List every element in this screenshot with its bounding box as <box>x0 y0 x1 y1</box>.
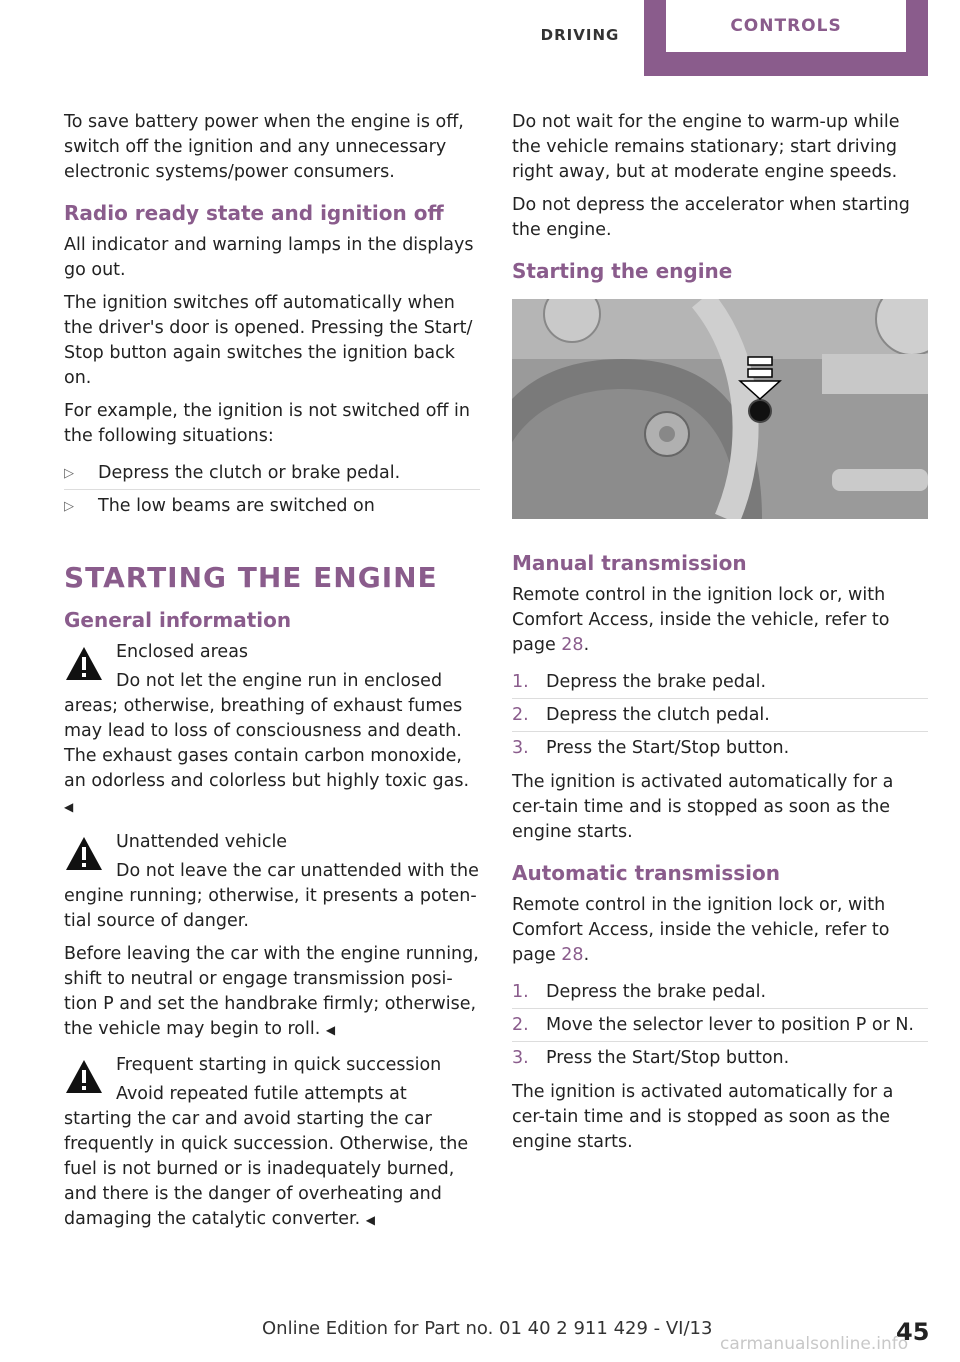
manual-steps <box>512 666 928 764</box>
warmup-paragraph: Do not wait for the engine to warm-up while the vehicle remains stationary; start driving right away, but at moderate engine speeds. <box>512 112 900 182</box>
list-item: 3. Press the Start/Stop button. <box>512 1048 790 1068</box>
warning-title: Frequent starting in quick succession <box>116 1055 442 1075</box>
warning-text: Avoid repeated futile attempts at starting the car and avoid starting the car frequently in quick succession. Otherwise, the fuel is not burned or is inadequately burned, and there is the danger of overheating and damaging the catalytic converter. ◀ <box>64 1084 469 1229</box>
end-marker-icon: ◀ <box>365 1213 376 1227</box>
list-item: 2. Depress the clutch pedal. <box>512 699 928 732</box>
radio-paragraph-1: All indicator and warning lamps in the displays go out. <box>64 235 474 280</box>
page-link[interactable]: 28 <box>561 945 584 965</box>
warning-frequent-starting <box>64 1053 480 1233</box>
situations-list <box>64 457 480 522</box>
end-marker-icon: ◀ <box>64 800 74 814</box>
chapter-tab <box>644 0 928 76</box>
section-label: DRIVING <box>540 26 620 44</box>
start-stop-button-photo <box>512 299 928 519</box>
warning-unattended-vehicle <box>64 830 480 1043</box>
warning-enclosed-areas <box>64 640 480 820</box>
automatic-transmission-heading: Automatic transmission <box>512 861 780 885</box>
warning-icon <box>64 644 104 684</box>
manual-transmission-heading: Manual transmission <box>512 551 747 575</box>
list-item: 1. Depress the brake pedal. <box>512 666 928 699</box>
list-item: 2. Move the selector lever to position P or N. <box>512 1009 928 1042</box>
left-column <box>64 110 480 1243</box>
auto-after-paragraph: The ignition is activated automatically for a cer-tain time and is stopped as soon as the engine starts. <box>512 1082 894 1152</box>
chapter-label: CONTROLS <box>666 0 906 52</box>
warning-icon <box>64 834 104 874</box>
triangle-bullet-icon: ▷ <box>64 499 74 514</box>
warning-title: Enclosed areas <box>116 642 249 662</box>
edition-text: Online Edition for Part no. 01 40 2 911 429 - VI/13 <box>262 1318 713 1339</box>
auto-steps <box>512 976 928 1074</box>
starting-engine-heading: Starting the engine <box>512 259 733 283</box>
warning-title: Unattended vehicle <box>116 832 288 852</box>
radio-paragraph-2: The ignition switches off automatically when the driver's door is opened. Pressing the Start/ Stop button again switches the ignition back on. <box>64 293 473 388</box>
radio-ready-heading: Radio ready state and ignition off <box>64 201 444 225</box>
general-info-heading: General information <box>64 608 292 632</box>
warning-icon <box>64 1057 104 1097</box>
triangle-bullet-icon: ▷ <box>64 466 74 481</box>
warning-text: Do not leave the car unattended with the engine running; otherwise, it presents a poten-tial source of danger. <box>64 861 479 931</box>
warning-text-2: Before leaving the car with the engine running, shift to neutral or engage transmission posi-tion P and set the handbrake firmly; otherwise, the vehicle may begin to roll. ◀ <box>64 944 479 1039</box>
intro-paragraph: To save battery power when the engine is off, switch off the ignition and any unnecessary electronic systems/power consumers. <box>64 112 464 182</box>
page-link[interactable]: 28 <box>561 635 584 655</box>
section-title: STARTING THE ENGINE <box>64 561 438 594</box>
list-item: 3. Press the Start/Stop button. <box>512 738 790 758</box>
radio-paragraph-3: For example, the ignition is not switched off in the following situations: <box>64 401 470 446</box>
list-item: 1. Depress the brake pedal. <box>512 976 928 1009</box>
manual-after-paragraph: The ignition is activated automatically for a cer-tain time and is stopped as soon as the engine starts. <box>512 772 894 842</box>
warning-text: Do not let the engine run in enclosed areas; otherwise, breathing of exhaust fumes may lead to loss of consciousness and death. The exhaust gases contain carbon monoxide, an odorless and colorless but highly toxic gas. ◀ <box>64 671 470 814</box>
list-item: ▷ Depress the clutch or brake pedal. <box>64 457 480 490</box>
end-marker-icon: ◀ <box>325 1023 336 1037</box>
manual-paragraph: Remote control in the ignition lock or, with Comfort Access, inside the vehicle, refer to page 28. <box>512 585 890 655</box>
list-item: ▷ The low beams are switched on <box>64 490 480 522</box>
auto-paragraph: Remote control in the ignition lock or, with Comfort Access, inside the vehicle, refer to page 28. <box>512 895 890 965</box>
page-header <box>0 0 960 80</box>
watermark: carmanualsonline.info <box>720 1334 909 1354</box>
accelerator-paragraph: Do not depress the accelerator when starting the engine. <box>512 195 910 240</box>
right-column <box>512 110 928 1163</box>
page-number: 45 <box>896 1318 930 1346</box>
